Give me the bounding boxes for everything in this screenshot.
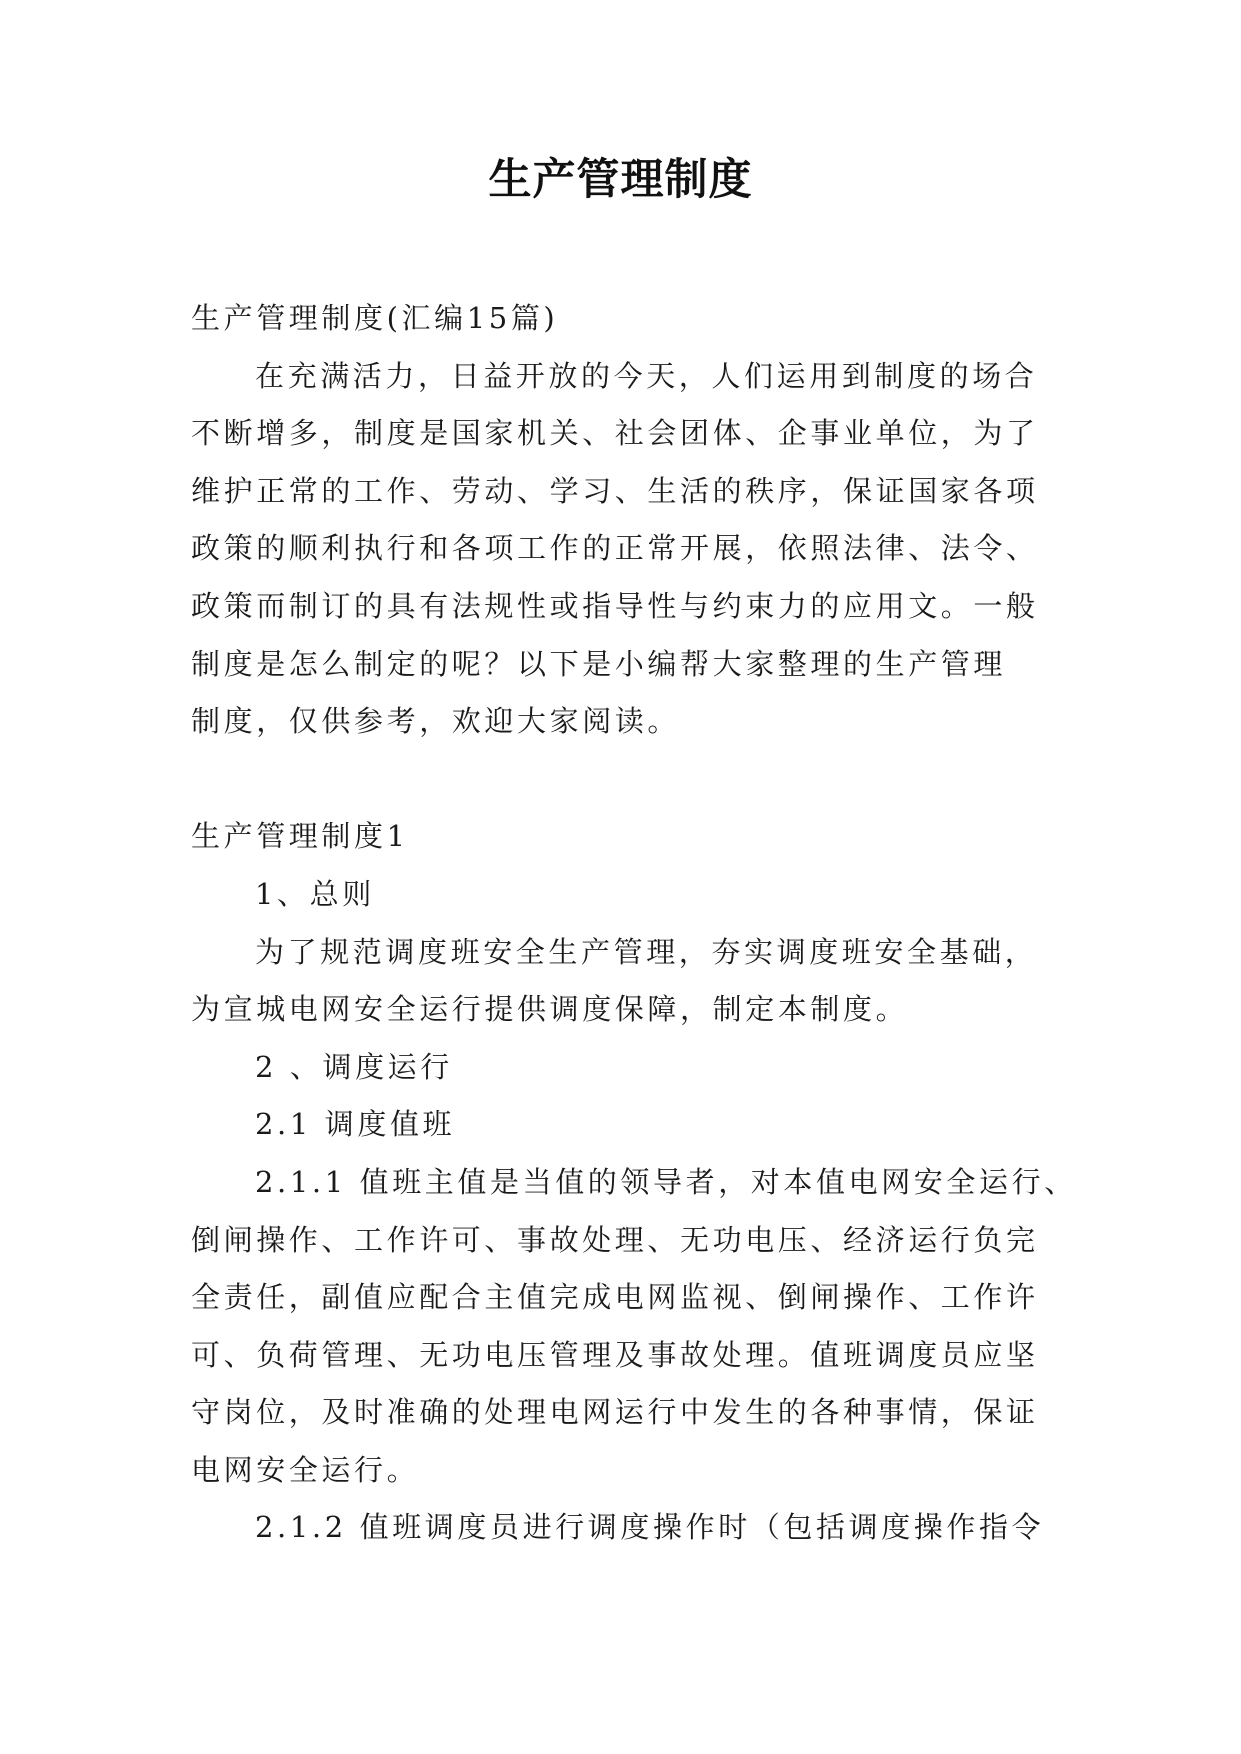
intro-line: 在充满活力，日益开放的今天，人们运用到制度的场合: [255, 358, 1038, 393]
intro-line: 政策而制订的具有法规性或指导性与约束力的应用文。一般: [191, 588, 1039, 623]
general-text-line: 为宣城电网安全运行提供调度保障，制定本制度。: [191, 992, 909, 1027]
item-212-line: 2.1.2 值班调度员进行调度操作时（包括调度操作指令: [255, 1510, 1045, 1545]
item-211-line: 全责任，副值应配合主值完成电网监视、倒闸操作、工作许: [191, 1280, 1039, 1315]
general-text-line: 为了规范调度班安全生产管理，夯实调度班安全基础，: [255, 934, 1038, 969]
general-heading: 1、总则: [255, 876, 375, 911]
item-211-line: 倒闸操作、工作许可、事故处理、无功电压、经济运行负完: [191, 1222, 1039, 1257]
intro-line: 政策的顺利执行和各项工作的正常开展，依照法律、法令、: [191, 531, 1039, 566]
intro-line: 制度，仅供参考，欢迎大家阅读。: [191, 704, 681, 739]
document-body: [191, 290, 1077, 1557]
page-title: 生产管理制度: [488, 155, 753, 205]
intro-line: 维护正常的工作、劳动、学习、生活的秩序，保证国家各项: [191, 473, 1039, 508]
intro-line: 制度是怎么制定的呢？以下是小编帮大家整理的生产管理: [191, 646, 1007, 681]
dispatch-heading: 2 、调度运行: [255, 1049, 453, 1084]
duty-heading: 2.1 调度值班: [255, 1107, 456, 1142]
item-211-line: 电网安全运行。: [191, 1452, 420, 1487]
subtitle: 生产管理制度(汇编15篇): [191, 301, 559, 335]
intro-line: 不断增多，制度是国家机关、社会团体、企事业单位，为了: [191, 416, 1039, 451]
section-heading: 生产管理制度1: [191, 819, 409, 854]
item-211-line: 守岗位，及时准确的处理电网运行中发生的各种事情，保证: [191, 1395, 1039, 1430]
item-211-line: 2.1.1 值班主值是当值的领导者，对本值电网安全运行、: [255, 1164, 1077, 1199]
item-211-line: 可、负荷管理、无功电压管理及事故处理。值班调度员应坚: [191, 1337, 1039, 1372]
paragraph-gap: [191, 751, 1071, 809]
